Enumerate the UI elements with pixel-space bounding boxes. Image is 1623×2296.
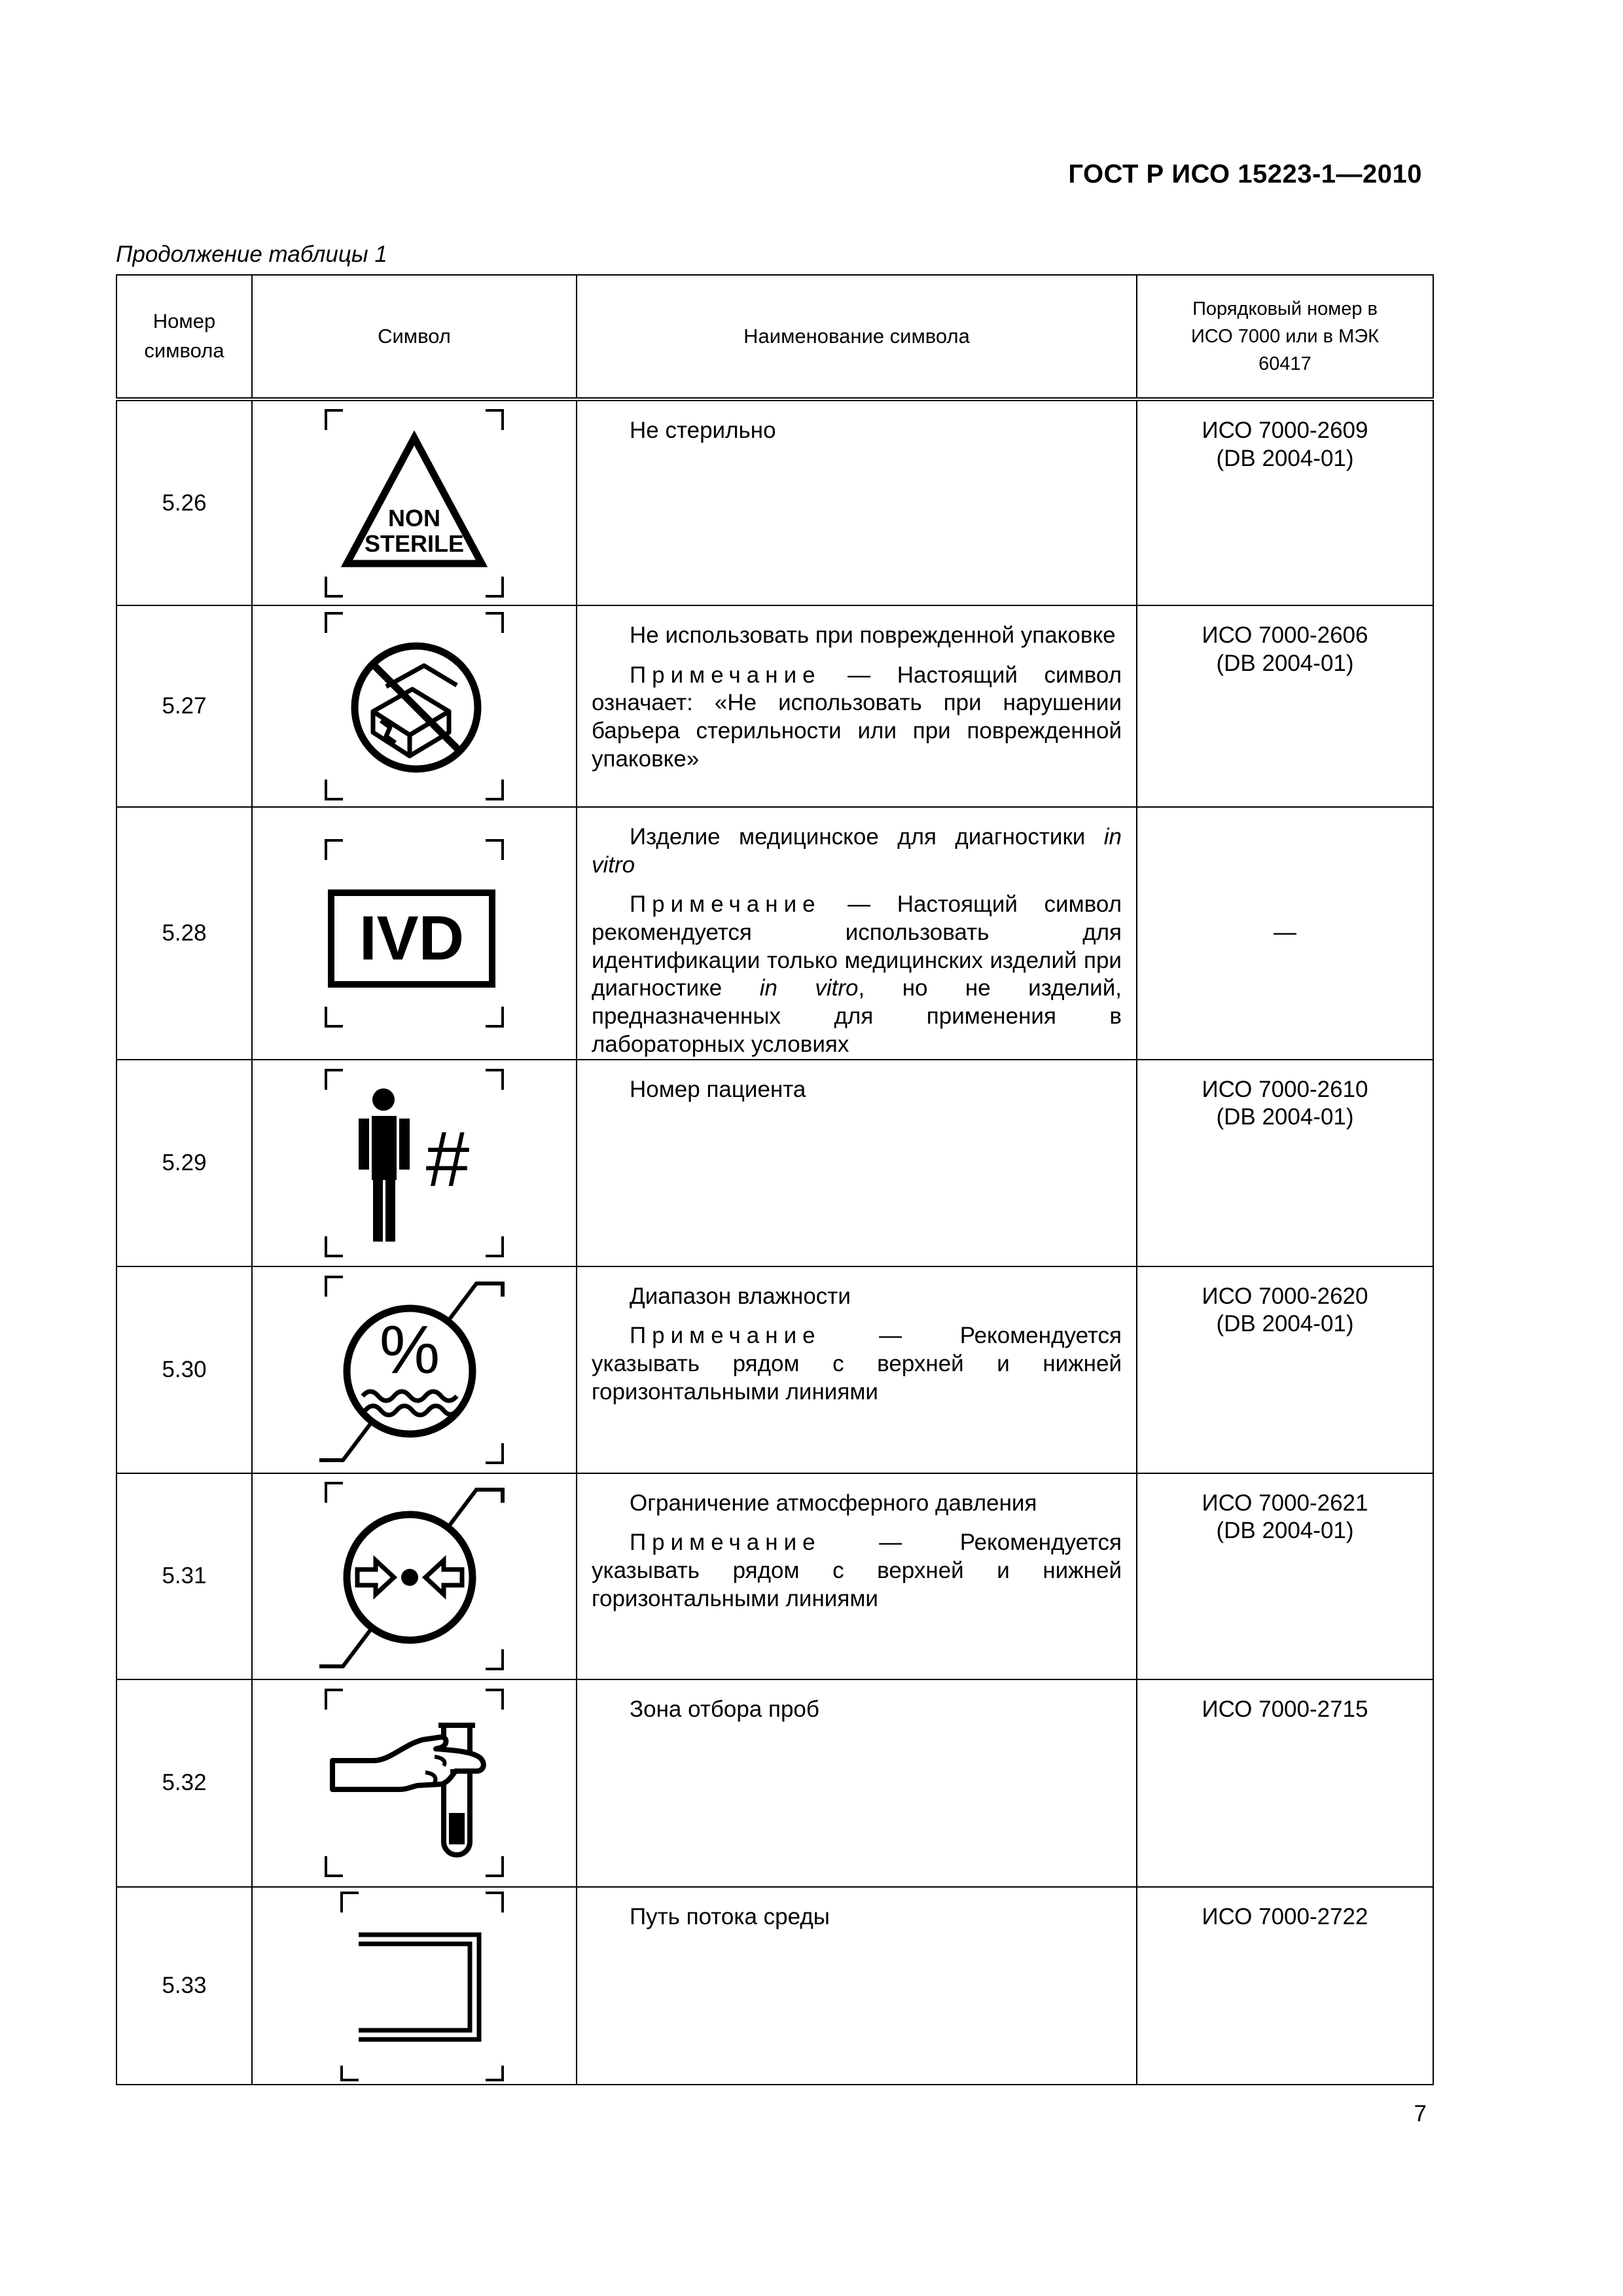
name-cell: Зона отбора проб [577,1679,1137,1887]
non-sterile-icon [313,405,516,601]
name-cell: Не использовать при поврежденной упаковке Примечание — Настоящий символ означает: «Не использовать при нарушении барьера стерильности или при поврежденной упаковке» [577,605,1137,807]
symbol-cell [252,605,577,807]
humidity-limitation-icon [313,1272,516,1468]
name-cell: Не стерильно [577,399,1137,605]
row-number: 5.29 [116,1060,252,1266]
symbol-cell [252,1060,577,1266]
row-number: 5.31 [116,1473,252,1679]
symbol-cell [252,807,577,1060]
row-number: 5.33 [116,1887,252,2085]
name-cell: Номер пациента [577,1060,1137,1266]
header-number: Номер символа [116,275,252,399]
table-row [116,1887,1433,2085]
reference-cell: ИСО 7000-2606 (DB 2004-01) [1137,605,1433,807]
table-row [116,605,1433,807]
reference-cell: ИСО 7000-2609 (DB 2004-01) [1137,399,1433,605]
symbol-cell [252,399,577,605]
table-caption: Продолжение таблицы 1 [116,242,387,267]
patient-number-icon [313,1065,516,1261]
reference-cell: ИСО 7000-2621 (DB 2004-01) [1137,1473,1433,1679]
table-row [116,807,1433,1060]
table-row [116,399,1433,605]
symbol-cell [252,1887,577,2085]
header-symbol: Символ [252,275,577,399]
non-sterile-text-2: STERILE [364,529,465,557]
person-figure [359,1088,410,1242]
table-row [116,1060,1433,1266]
row-number: 5.27 [116,605,252,807]
name-cell: Путь потока среды [577,1887,1137,2085]
name-cell: Ограничение атмосферного давления Примечание — Рекомендуется указывать рядом с верхней и нижней горизонтальными линиями [577,1473,1137,1679]
reference-cell: ИСО 7000-2715 [1137,1679,1433,1887]
name-cell: Изделие медицинское для диагностики in vitro Примечание — Настоящий символ рекомендуется использовать для идентификации только медицинских изделий при диагностике in vitro, но не изделий, предназначенных для применения в лабораторных условиях [577,807,1137,1060]
table-row [116,1266,1433,1473]
note-paragraph: Примечание — Настоящий символ означает: «Не использовать при нарушении барьера стерильности или при поврежденной упаковке» [592,662,1122,772]
row-number: 5.32 [116,1679,252,1887]
reference-cell: ИСО 7000-2620 (DB 2004-01) [1137,1266,1433,1473]
symbol-cell [252,1266,577,1473]
reference-cell: — [1137,807,1433,1060]
note-paragraph: Примечание — Настоящий символ рекомендуется использовать для идентификации только медицинских изделий при диагностике in vitro, но не изделий, предназначенных для применения в лабораторных условиях [592,891,1122,1057]
table-header-row [116,275,1433,399]
atmospheric-pressure-limitation-icon [313,1478,516,1674]
symbol-cell [252,1473,577,1679]
ivd-icon [313,835,516,1031]
sampling-site-icon [313,1685,516,1881]
row-number: 5.28 [116,807,252,1060]
document-code: ГОСТ Р ИСО 15223-1—2010 [1068,160,1422,188]
fluid-path-icon [313,1888,516,2084]
reference-cell: ИСО 7000-2722 [1137,1887,1433,2085]
non-sterile-text-1: NON [388,504,440,531]
header-reference: Порядковый номер в ИСО 7000 или в МЭК 60417 [1137,275,1433,399]
do-not-use-if-package-damaged-icon [313,608,516,804]
percent-symbol: % [379,1312,440,1388]
reference-cell: ИСО 7000-2610 (DB 2004-01) [1137,1060,1433,1266]
note-paragraph: Примечание — Рекомендуется указывать рядом с верхней и нижней горизонтальными линиями [592,1530,1122,1611]
table-row [116,1473,1433,1679]
name-cell: Диапазон влажности Примечание — Рекомендуется указывать рядом с верхней и нижней горизонтальными линиями [577,1266,1137,1473]
row-number: 5.26 [116,399,252,605]
symbols-table [116,274,1434,2085]
ivd-text: IVD [359,903,465,973]
row-number: 5.30 [116,1266,252,1473]
symbol-cell [252,1679,577,1887]
note-paragraph: Примечание — Рекомендуется указывать рядом с верхней и нижней горизонтальными линиями [592,1323,1122,1405]
page-number: 7 [1414,2101,1427,2126]
hash-symbol: # [425,1115,470,1203]
header-name: Наименование символа [577,275,1137,399]
table-row [116,1679,1433,1887]
